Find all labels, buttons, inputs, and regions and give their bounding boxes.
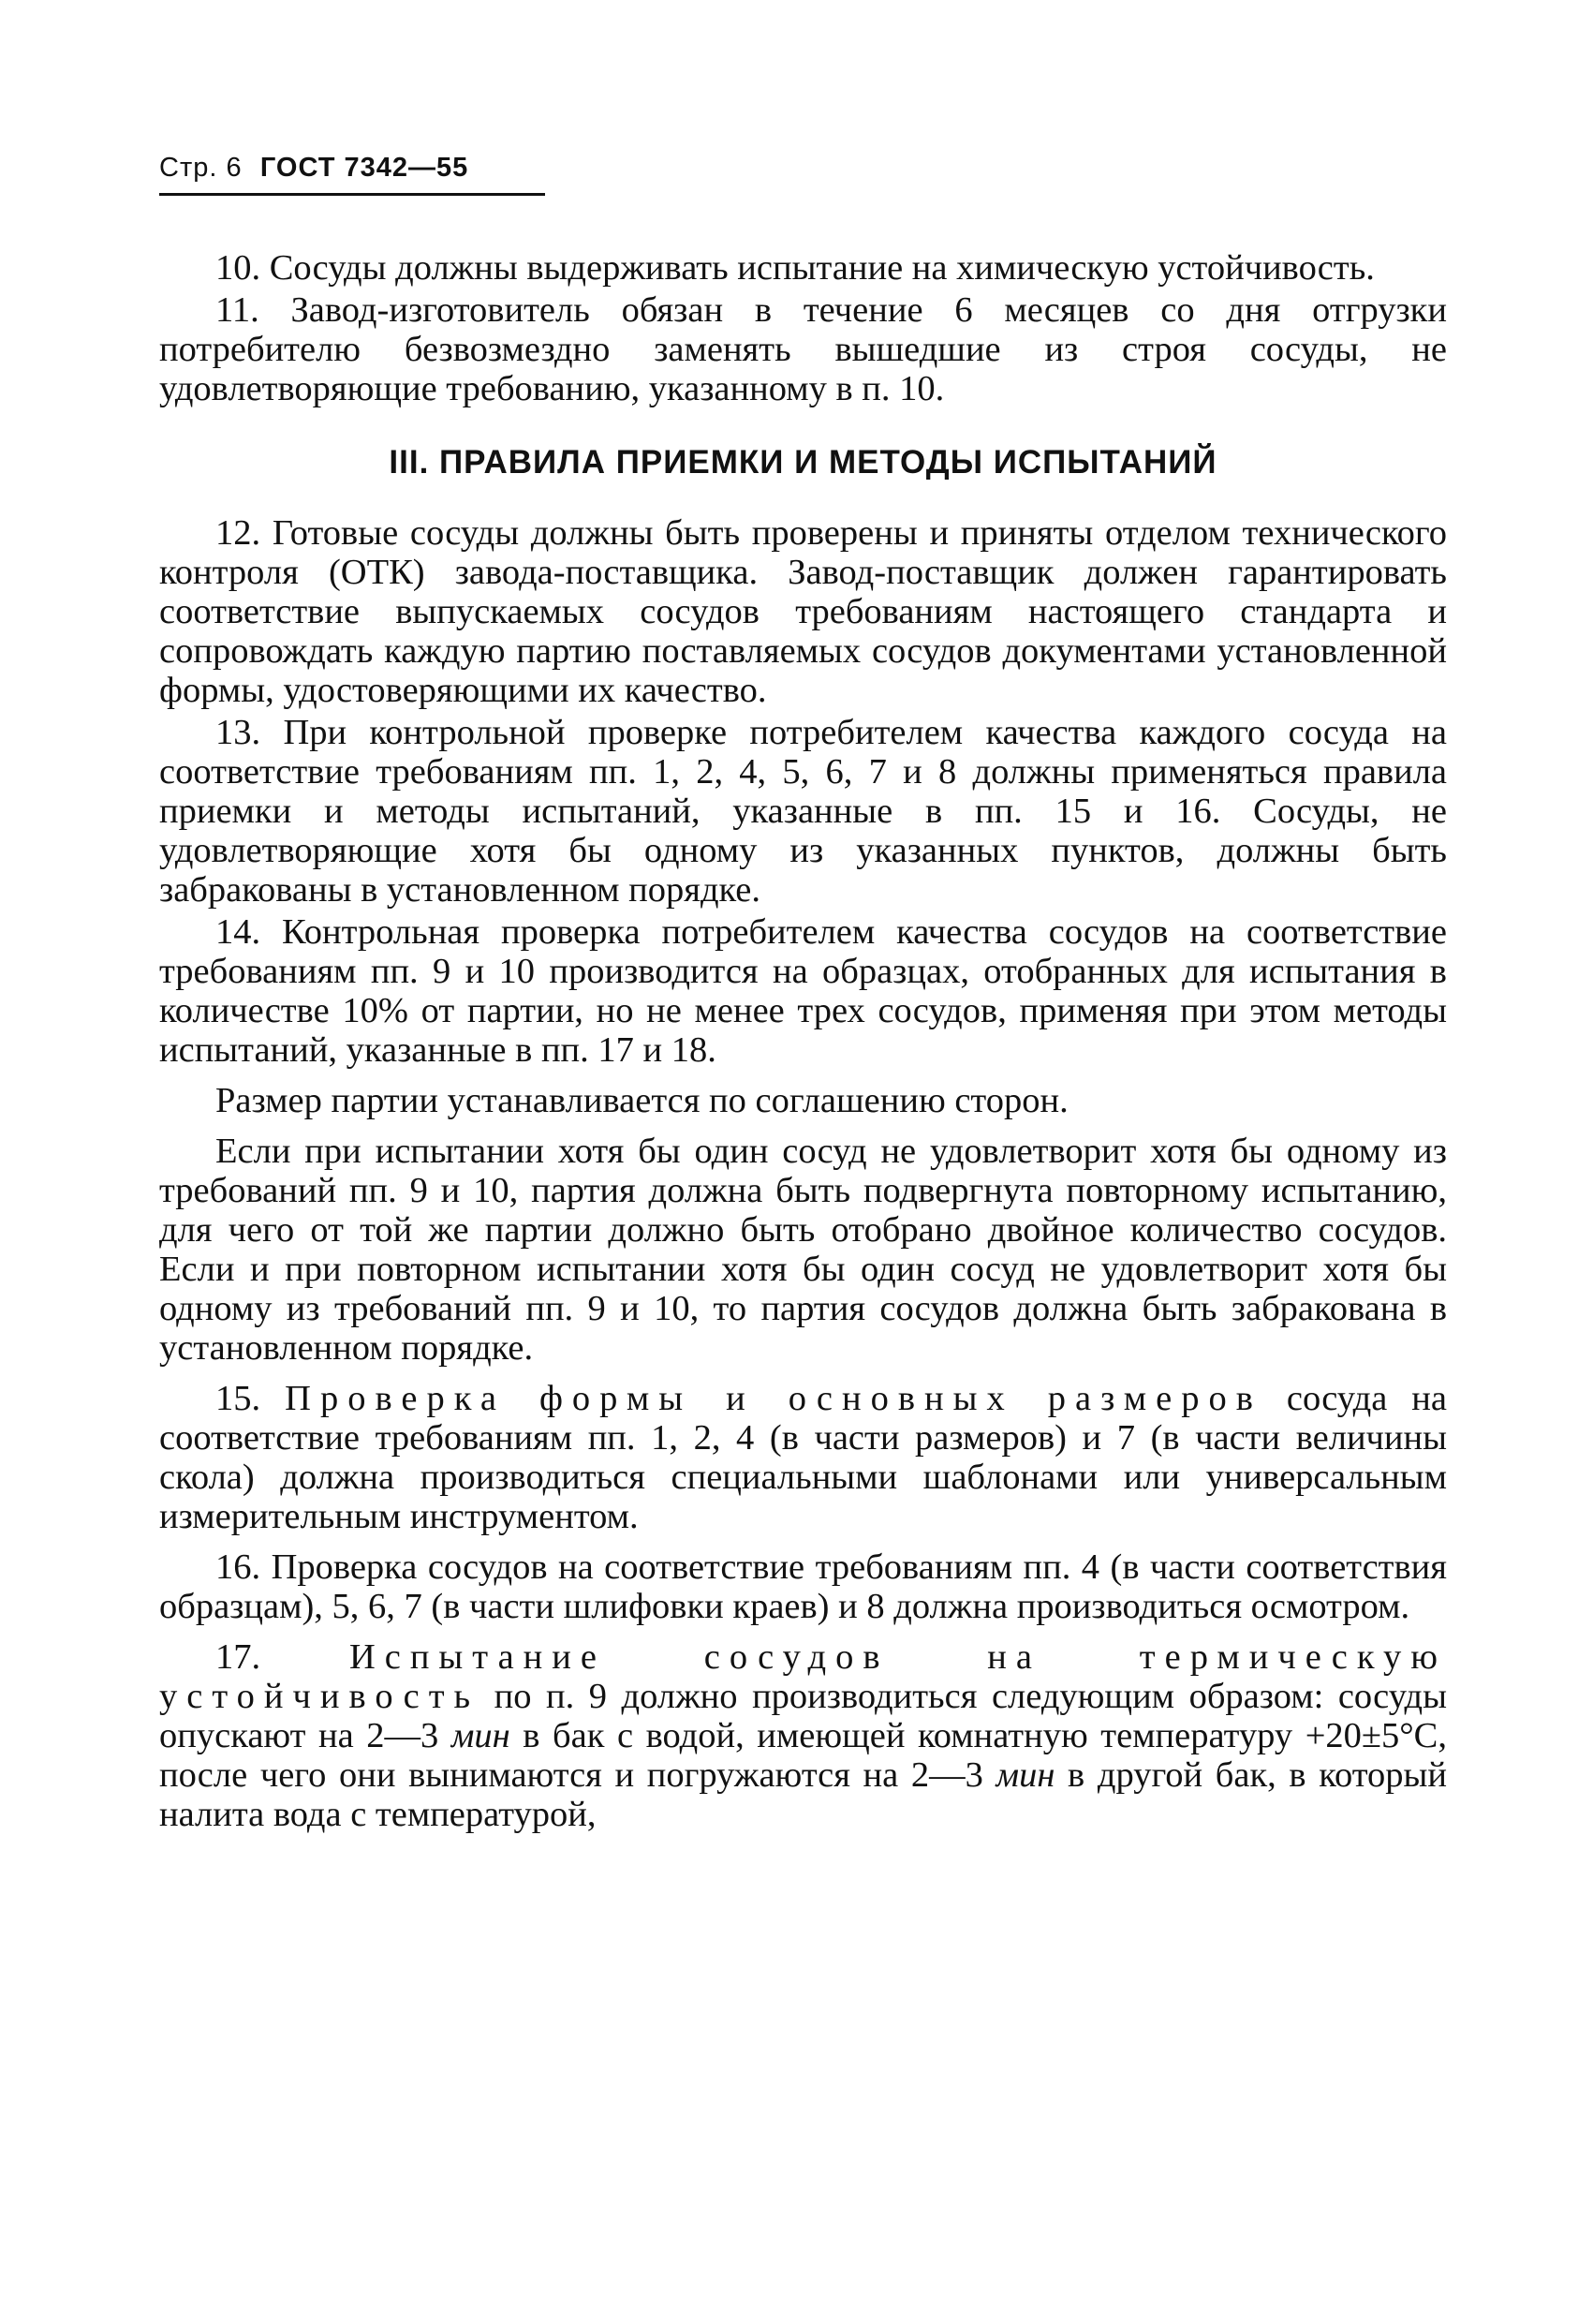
- paragraph-15-heading: Проверка формы и основных размеров: [285, 1379, 1262, 1418]
- body-text: [159, 248, 1447, 1837]
- paragraph-16: 16. Проверка сосудов на соответствие требованиям пп. 4 (в части соответствия образцам), 5, 6, 7 (в части шлифовки краев) и 8 должна производиться осмотром.: [159, 1547, 1447, 1626]
- paragraph-17-text-b: в бак с водой, имеющей комнатную температуру +20±5°С, после чего они вынимаются и погружаются на 2—3: [159, 1716, 1447, 1795]
- unit-minutes: мин: [996, 1755, 1055, 1795]
- paragraph-11: 11. Завод-изготовитель обязан в течение 6 месяцев со дня отгрузки потребителю безвозмездно заменять вышедшие из строя сосуды, не удовлетворяющие требованию, указанному в п. 10.: [159, 290, 1447, 408]
- paragraph-14: 14. Контрольная проверка потребителем качества сосудов на соответствие требованиям пп. 9 и 10 производится на образцах, отобранных для испытания в количестве 10% от партии, но не менее трех сосудов, применяя при этом методы испытаний, указанные в пп. 17 и 18.: [159, 912, 1447, 1070]
- paragraph-13: 13. При контрольной проверке потребителем качества каждого сосуда на соответствие требованиям пп. 1, 2, 4, 5, 6, 7 и 8 должны применяться правила приемки и методы испытаний, указанные в пп. 15 и 16. Сосуды, не удовлетворяющие хотя бы одному из указанных пунктов, должны быть забракованы в установленном порядке.: [159, 713, 1447, 910]
- paragraph-14-retest: Если при испытании хотя бы один сосуд не удовлетворит хотя бы одному из требований пп. 9 и 10, партия должна быть подвергнута повторному испытанию, для чего от той же партии должно быть отобрано двойное количество сосудов. Если и при повторном испытании хотя бы один сосуд не удовлетворит хотя бы одному из требований пп. 9 и 10, то партия сосудов должна быть забракована в установленном порядке.: [159, 1132, 1447, 1368]
- standard-code: ГОСТ 7342—55: [259, 153, 469, 183]
- paragraph-15-number: 15.: [215, 1379, 261, 1418]
- paragraph-15-text: сосуда на соответствие требованиям пп. 1, 2, 4 (в части размеров) и 7 (в части величины скола) должна производиться специальными шаблонами или универсальным измерительным инструментом.: [159, 1379, 1447, 1536]
- paragraph-17-number: 17.: [215, 1637, 261, 1677]
- section-title: III. ПРАВИЛА ПРИЕМКИ И МЕТОДЫ ИСПЫТАНИЙ: [389, 444, 1217, 481]
- page-number: Стр. 6: [159, 153, 243, 183]
- paragraph-12: 12. Готовые сосуды должны быть проверены и приняты отделом технического контроля (ОТК) завода-поставщика. Завод-поставщик должен гарантировать соответствие выпускаемых сосудов требованиям настоящего стандарта и сопровождать каждую партию поставляемых сосудов документами установленной формы, удостоверяющими их качество.: [159, 513, 1447, 710]
- page-header: [159, 150, 468, 185]
- paragraph-17-heading: Испытание сосудов на термическую устойчивость: [159, 1637, 1448, 1716]
- paragraph-15: [159, 1379, 1447, 1536]
- paragraph-14-batch-size: Размер партии устанавливается по соглашению сторон.: [215, 1081, 1069, 1120]
- header-rule: [159, 193, 545, 196]
- unit-minutes: мин: [450, 1716, 510, 1755]
- paragraph-17-text-c: в другой бак, в который налита вода с температурой,: [159, 1755, 1447, 1834]
- paragraph-17: [159, 1637, 1447, 1834]
- paragraph-17-text-a: по п. 9 должно производиться следующим образом: сосуды опускают на 2—3: [159, 1677, 1447, 1755]
- paragraph-10: 10. Сосуды должны выдерживать испытание на химическую устойчивость.: [215, 248, 1375, 288]
